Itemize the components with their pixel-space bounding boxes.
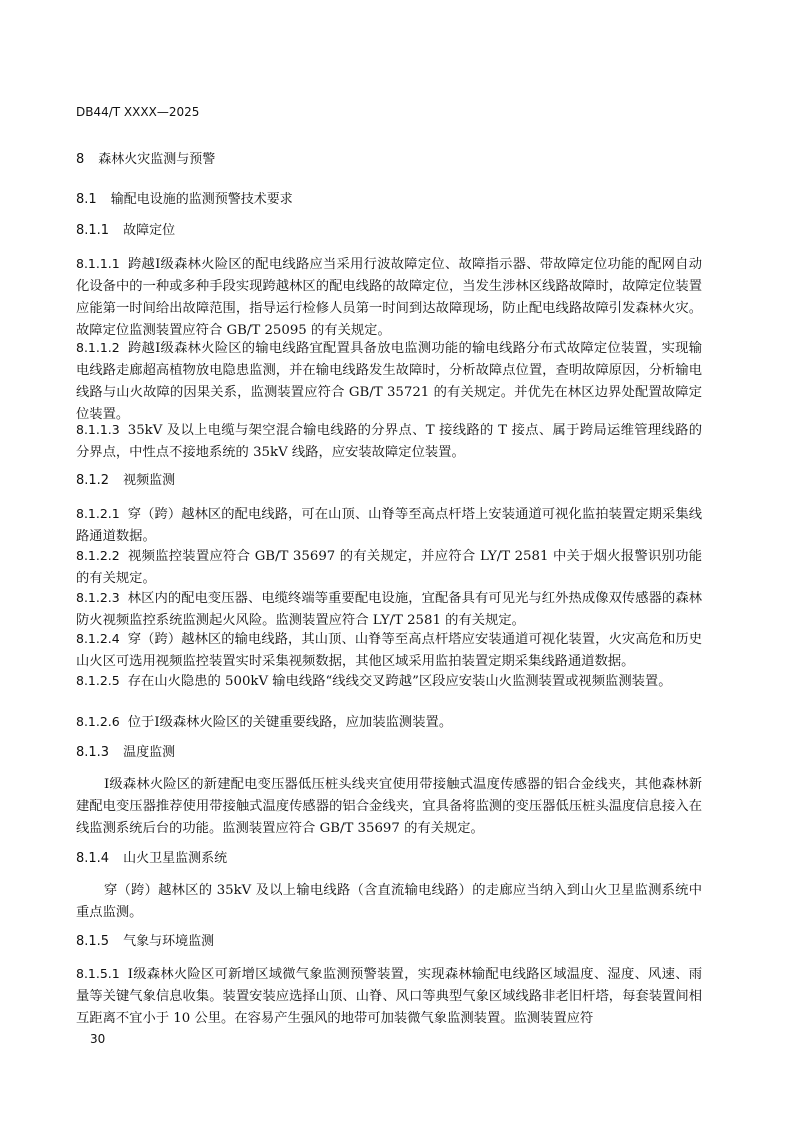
clause-text: 35kV 及以上电缆与架空混合输电线路的分界点、T 接线路的 T 接点、属于跨局运维管理线路的分界点，中性点不接地系统的 35kV 线路，应安装故障定位装置。 [76, 423, 702, 460]
section-number: 8.1.2 [76, 473, 110, 488]
clause-8-1-2-6 [76, 711, 702, 734]
section-title: 山火卫星监测系统 [123, 851, 228, 866]
clause-text: 穿（跨）越林区的配电线路，可在山顶、山脊等至高点杆塔上安装通道可视化监拍装置定期采集线路通道数据。 [76, 507, 702, 544]
clause-text: I级森林火险区可新增区域微气象监测预警装置，实现森林输配电线路区域温度、湿度、风速、雨量等关键气象信息收集。装置安装应选择山顶、山脊、风口等典型气象区域线路非老旧杆塔，每套装置间相互距离不宜小于 10 公里。在容易产生强风的地带可加装微气象监测装置。监测装置应符 [76, 967, 702, 1026]
section-title: 森林火灾监测与预警 [98, 152, 216, 167]
section-number: 8.1 [76, 192, 97, 207]
clause-number: 8.1.2.1 [76, 506, 120, 521]
clause-text: 跨越I级森林火险区的配电线路应当采用行波故障定位、故障指示器、带故障定位功能的配网自动化设备中的一种或多种手段实现跨越林区的配电线路的故障定位，当发生涉林区线路故障时，故障定位装置应能第一时间给出故障范围，指导运行检修人员第一时间到达故障现场，防止配电线路故障引发森林火灾。故障定位监测装置应符合 GB/T 25095 的有关规定。 [76, 257, 702, 338]
section-number: 8 [76, 152, 85, 167]
clause-8-1-1-3 [76, 419, 702, 464]
clause-number: 8.1.1.3 [76, 422, 120, 437]
paragraph-8-1-3 [76, 774, 702, 840]
clause-number: 8.1.2.3 [76, 590, 120, 605]
section-number: 8.1.1 [76, 223, 110, 238]
clause-text: 穿（跨）越林区的输电线路，其山顶、山脊等至高点杆塔应安装通道可视化装置，火灾高危和历史山火区可选用视频监控装置实时采集视频数据，其他区域采用监拍装置定期采集线路通道数据。 [76, 632, 702, 669]
clause-number: 8.1.1.1 [76, 256, 120, 271]
section-title: 视频监测 [123, 473, 176, 488]
clause-text: 存在山火隐患的 500kV 输电线路“线线交叉跨越”区段应安装山火监测装置或视频监测装置。 [127, 674, 672, 689]
clause-number: 8.1.5.1 [76, 966, 120, 981]
section-number: 8.1.3 [76, 745, 110, 760]
clause-8-1-1-1 [76, 253, 702, 342]
paragraph-text: I级森林火险区的新建配电变压器低压桩头线夹宜使用带接触式温度传感器的铝合金线夹，其他森林新建配电变压器推荐使用带接触式温度传感器的铝合金线夹，宜具备将监测的变压器低压桩头温度信息接入在线监测系统后台的功能。监测装置应符合 GB/T 35697 的有关规定。 [76, 777, 702, 836]
clause-8-1-5-1 [76, 963, 702, 1030]
section-8-1-heading [76, 190, 702, 210]
clause-text: 位于I级森林火险区的关键重要线路，应加装监测装置。 [127, 715, 453, 730]
section-number: 8.1.4 [76, 851, 110, 866]
page-number: 30 [90, 1032, 106, 1046]
section-title: 气象与环境监测 [123, 934, 215, 949]
section-8-heading [76, 150, 702, 170]
document-code: DB44/T XXXX—2025 [76, 105, 200, 119]
clause-number: 8.1.2.6 [76, 714, 120, 729]
section-8-1-1-heading [76, 221, 702, 241]
clause-number: 8.1.1.2 [76, 340, 120, 355]
clause-number: 8.1.2.4 [76, 631, 120, 646]
section-title: 温度监测 [123, 745, 176, 760]
section-title: 故障定位 [123, 223, 176, 238]
clause-number: 8.1.2.2 [76, 548, 120, 563]
section-title: 输配电设施的监测预警技术要求 [110, 192, 293, 207]
paragraph-8-1-4 [76, 880, 702, 924]
clause-8-1-1-2 [76, 337, 702, 426]
section-8-1-5-heading [76, 932, 702, 952]
section-8-1-4-heading [76, 849, 702, 869]
clause-text: 视频监控装置应符合 GB/T 35697 的有关规定，并应符合 LY/T 2581 中关于烟火报警识别功能的有关规定。 [76, 549, 702, 586]
section-8-1-3-heading [76, 743, 702, 763]
section-number: 8.1.5 [76, 934, 110, 949]
clause-8-1-2-5 [76, 670, 702, 693]
clause-number: 8.1.2.5 [76, 673, 120, 688]
section-8-1-2-heading [76, 471, 702, 491]
clause-8-1-2-2 [76, 545, 702, 590]
clause-text: 跨越I级森林火险区的输电线路宜配置具备放电监测功能的输电线路分布式故障定位装置，实现输电线路走廊超高植物放电隐患监测，并在输电线路发生故障时，分析故障点位置，查明故障原因，分析输电线路与山火故障的因果关系，监测装置应符合 GB/T 35721 的有关规定。并优先在林区边界处配置故障定位装置。 [76, 341, 702, 422]
clause-text: 林区内的配电变压器、电缆终端等重要配电设施，宜配备具有可见光与红外热成像双传感器的森林防火视频监控系统监测起火风险。监测装置应符合 LY/T 2581 的有关规定。 [76, 591, 702, 628]
clause-8-1-2-3 [76, 587, 702, 632]
clause-8-1-2-4 [76, 628, 702, 673]
paragraph-text: 穿（跨）越林区的 35kV 及以上输电线路（含直流输电线路）的走廊应当纳入到山火卫星监测系统中重点监测。 [76, 883, 702, 920]
clause-8-1-2-1 [76, 503, 702, 548]
